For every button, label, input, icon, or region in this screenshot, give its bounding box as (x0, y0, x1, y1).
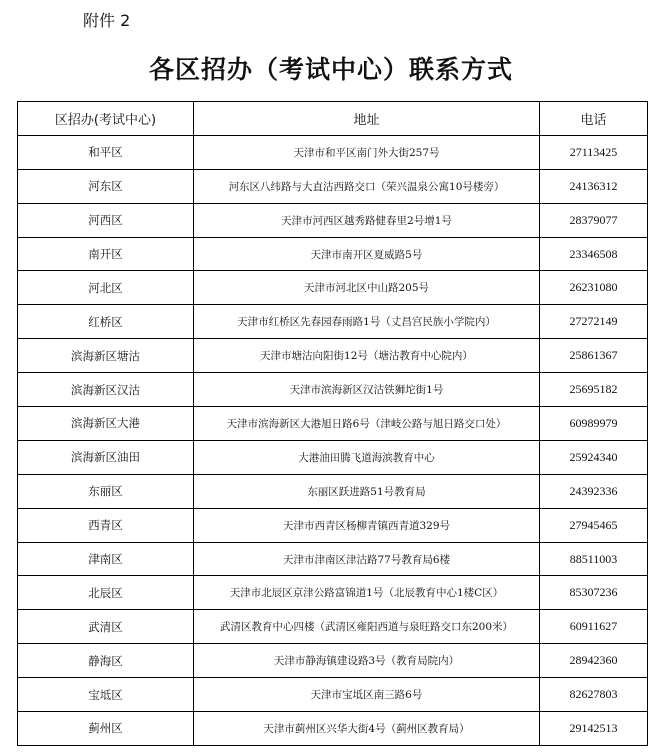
phone-cell: 82627803 (540, 678, 648, 712)
district-cell: 蓟州区 (18, 712, 194, 746)
phone-cell: 29142513 (540, 712, 648, 746)
table-row (18, 576, 648, 610)
header-phone: 电话 (540, 102, 648, 136)
address-cell: 天津市塘沽向阳街12号（塘沽教育中心院内） (194, 339, 540, 373)
phone-cell: 27113425 (540, 135, 648, 169)
page-title: 各区招办（考试中心）联系方式 (148, 55, 513, 84)
attachment-label: 附件 2 (83, 11, 131, 30)
table-row (18, 203, 648, 237)
table-row (18, 169, 648, 203)
district-cell: 宝坻区 (18, 678, 194, 712)
phone-cell: 88511003 (540, 542, 648, 576)
table-row (18, 644, 648, 678)
district-cell: 南开区 (18, 237, 194, 271)
phone-cell: 24136312 (540, 169, 648, 203)
district-cell: 滨海新区大港 (18, 407, 194, 441)
district-cell: 东丽区 (18, 474, 194, 508)
district-cell: 武清区 (18, 610, 194, 644)
table-row (18, 373, 648, 407)
table-row (18, 305, 648, 339)
address-cell: 天津市河北区中山路205号 (194, 271, 540, 305)
table-row (18, 407, 648, 441)
district-cell: 津南区 (18, 542, 194, 576)
address-cell: 天津市河西区越秀路健春里2号增1号 (194, 203, 540, 237)
address-cell: 天津市静海镇建设路3号（教育局院内） (194, 644, 540, 678)
address-cell: 天津市津南区津沽路77号教育局6楼 (194, 542, 540, 576)
address-cell: 天津市南开区夏威路5号 (194, 237, 540, 271)
address-cell: 天津市滨海新区大港旭日路6号（津岐公路与旭日路交口处） (194, 407, 540, 441)
phone-cell: 25924340 (540, 440, 648, 474)
district-cell: 滨海新区油田 (18, 440, 194, 474)
address-cell: 武清区教育中心四楼（武清区雍阳西道与泉旺路交口东200米） (194, 610, 540, 644)
phone-cell: 28942360 (540, 644, 648, 678)
phone-cell: 25861367 (540, 339, 648, 373)
phone-cell: 27272149 (540, 305, 648, 339)
district-cell: 滨海新区汉沽 (18, 373, 194, 407)
district-cell: 红桥区 (18, 305, 194, 339)
table-row (18, 135, 648, 169)
phone-cell: 28379077 (540, 203, 648, 237)
table-row (18, 678, 648, 712)
district-cell: 和平区 (18, 135, 194, 169)
district-cell: 北辰区 (18, 576, 194, 610)
address-cell: 东丽区跃进路51号教育局 (194, 474, 540, 508)
address-cell: 天津市红桥区先春园春雨路1号（丈昌宫民族小学院内） (194, 305, 540, 339)
address-cell: 天津市西青区杨柳青镇西青道329号 (194, 508, 540, 542)
phone-cell: 25695182 (540, 373, 648, 407)
district-cell: 河西区 (18, 203, 194, 237)
table-row (18, 474, 648, 508)
district-cell: 滨海新区塘沽 (18, 339, 194, 373)
header-district: 区招办(考试中心) (18, 102, 194, 136)
phone-cell: 85307236 (540, 576, 648, 610)
table-row (18, 610, 648, 644)
table-row (18, 508, 648, 542)
table-row (18, 271, 648, 305)
address-cell: 河东区八纬路与大直沽西路交口（荣兴温泉公寓10号楼旁） (194, 169, 540, 203)
table-body (18, 135, 648, 745)
phone-cell: 60989979 (540, 407, 648, 441)
table-row (18, 712, 648, 746)
table-header-row (18, 102, 648, 136)
address-cell: 天津市北辰区京津公路富锦道1号（北辰教育中心1楼C区） (194, 576, 540, 610)
district-cell: 河北区 (18, 271, 194, 305)
table-row (18, 440, 648, 474)
district-cell: 西青区 (18, 508, 194, 542)
contacts-table (17, 101, 648, 746)
phone-cell: 23346508 (540, 237, 648, 271)
phone-cell: 27945465 (540, 508, 648, 542)
phone-cell: 60911627 (540, 610, 648, 644)
district-cell: 静海区 (18, 644, 194, 678)
address-cell: 天津市宝坻区南三路6号 (194, 678, 540, 712)
table-row (18, 339, 648, 373)
header-address: 地址 (194, 102, 540, 136)
address-cell: 大港油田腾飞道海滨教育中心 (194, 440, 540, 474)
table-row (18, 542, 648, 576)
district-cell: 河东区 (18, 169, 194, 203)
address-cell: 天津市蓟州区兴华大街4号（蓟州区教育局） (194, 712, 540, 746)
phone-cell: 26231080 (540, 271, 648, 305)
phone-cell: 24392336 (540, 474, 648, 508)
address-cell: 天津市和平区南门外大街257号 (194, 135, 540, 169)
address-cell: 天津市滨海新区汉沽铁狮坨街1号 (194, 373, 540, 407)
table-row (18, 237, 648, 271)
